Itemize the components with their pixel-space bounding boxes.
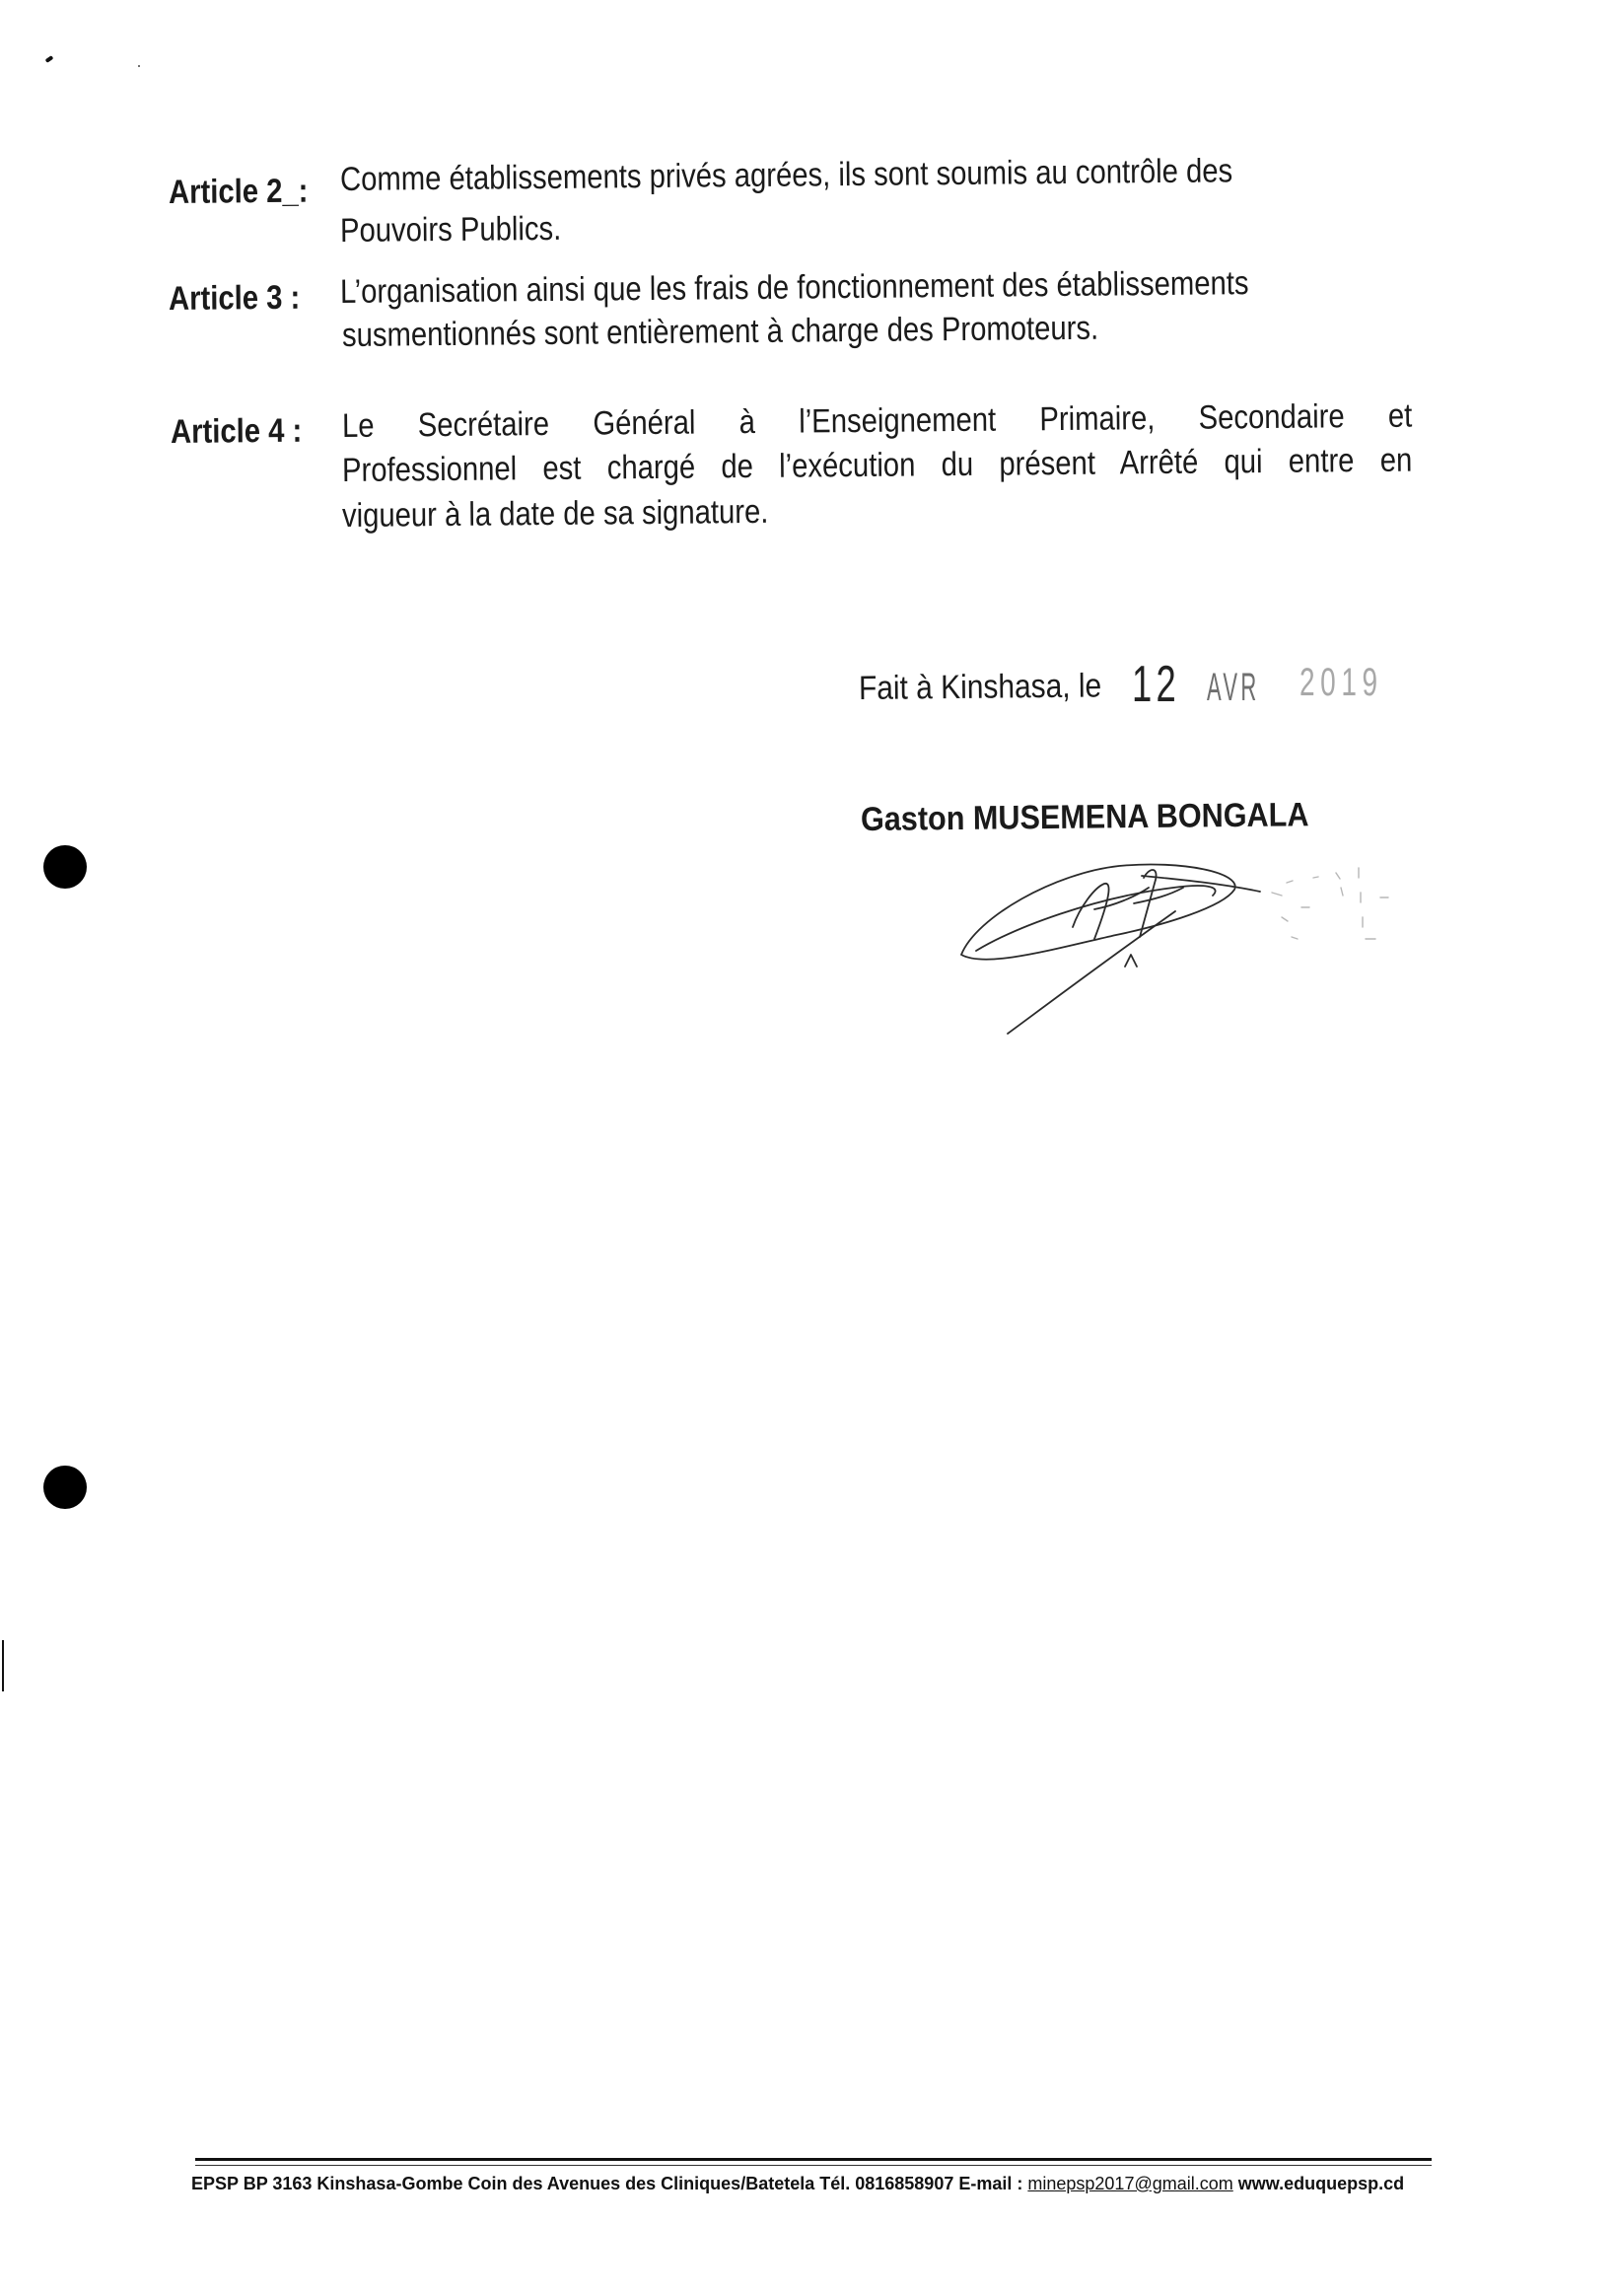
article-3-label: Article 3 : xyxy=(168,278,301,318)
punched-hole xyxy=(43,1466,87,1509)
footer-email: minepsp2017@gmail.com xyxy=(1027,2174,1233,2193)
footer-rule xyxy=(195,2165,1432,2166)
date-stamp-month: AVR xyxy=(1207,666,1260,709)
stamp-marks xyxy=(1272,868,1388,939)
article-3-line: L’organisation ainsi que les frais de fonctionnement des établissements xyxy=(339,264,1249,311)
article-4-line: Le Secrétaire Général à l’Enseignement Primaire, Secondaire et xyxy=(341,396,1413,445)
article-2-line: Pouvoirs Publics. xyxy=(339,209,562,250)
signatory-name: Gaston MUSEMENA BONGALA xyxy=(860,796,1309,838)
article-4-line: Professionnel est chargé de l’exécution du présent Arrêté qui entre en xyxy=(341,441,1413,489)
signature-outer-loop xyxy=(961,865,1235,960)
punched-hole xyxy=(43,845,87,889)
footer-website: www.eduquepsp.cd xyxy=(1237,2174,1405,2193)
signature xyxy=(947,848,1410,1045)
scan-edge-line xyxy=(2,1640,4,1691)
signature-caret xyxy=(1125,955,1137,967)
footer xyxy=(191,2173,1404,2194)
article-4-line: vigueur à la date de sa signature. xyxy=(341,492,769,535)
date-stamp-day: 12 xyxy=(1132,656,1180,713)
scan-speck xyxy=(138,65,140,67)
signature-stroke xyxy=(1073,884,1109,939)
article-2-label: Article 2_: xyxy=(168,172,309,211)
article-2-line: Comme établissements privés agrées, ils sont soumis au contrôle des xyxy=(339,152,1233,198)
article-3-line: susmentionnés sont entièrement à charge des Promoteurs. xyxy=(341,309,1099,354)
article-4-label: Article 4 : xyxy=(170,411,303,451)
place-date-text: Fait à Kinshasa, le xyxy=(858,667,1102,707)
signature-tail xyxy=(1008,911,1175,1034)
signature-stroke xyxy=(1094,888,1149,909)
footer-address: EPSP BP 3163 Kinshasa-Gombe Coin des Avenues des Cliniques/Batetela Tél. 0816858907 E-mail : xyxy=(191,2174,1023,2193)
scan-speck xyxy=(45,55,54,63)
footer-rule xyxy=(195,2158,1432,2161)
date-stamp-year: 2019 xyxy=(1299,661,1383,704)
